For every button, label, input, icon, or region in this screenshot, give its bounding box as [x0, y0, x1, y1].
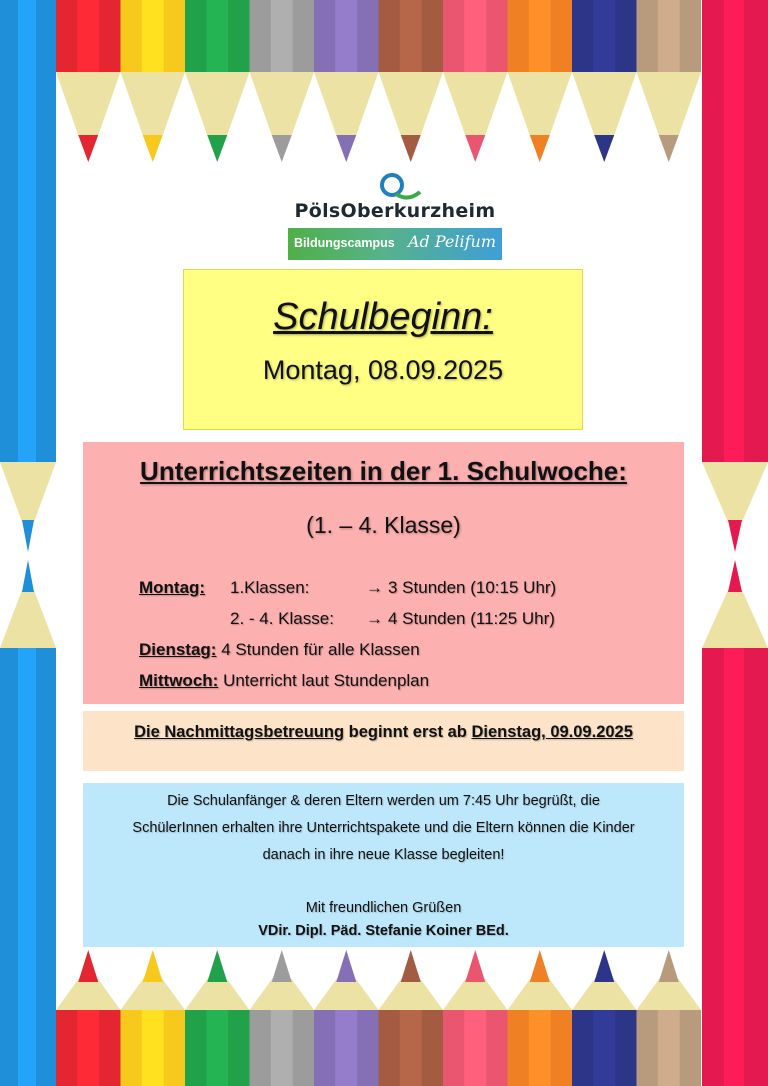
arrow-icon: →: [366, 578, 383, 597]
notice-part-1: Die Nachmittagsbetreuung: [134, 723, 345, 741]
welcome-box: [83, 783, 684, 947]
pencil-body-highlight: [77, 1010, 99, 1086]
notice-part-2: beginnt erst ab: [344, 723, 472, 741]
pencil-wood: [572, 72, 637, 138]
pencil-body: [572, 1010, 637, 1086]
pencil-body-highlight: [271, 1010, 293, 1086]
right-pencil-lower: [702, 648, 768, 1086]
pencil-body-highlight: [271, 0, 293, 72]
monday-row-2-group: 2. - 4. Klasse:: [230, 609, 334, 628]
right-pencil-wood: [702, 462, 768, 522]
pencil-body: [185, 1010, 250, 1086]
pencil-wood: [637, 72, 702, 138]
afternoon-care-notice: [83, 711, 684, 771]
pencil-tip: [207, 950, 227, 982]
pencil-wood: [314, 72, 379, 138]
pencil-body-highlight: [529, 1010, 551, 1086]
pencil-wood: [508, 978, 573, 1010]
pencil-tip: [659, 135, 679, 162]
signature: VDir. Dipl. Päd. Stefanie Koiner BEd.: [258, 923, 509, 939]
schedule-subheading: (1. – 4. Klasse): [306, 512, 461, 538]
right-pencil-lower-highlight: [724, 648, 744, 1086]
monday-row-2-time: 4 Stunden (11:25 Uhr): [388, 609, 555, 628]
page-title: Schulbeginn:: [273, 296, 493, 338]
pencil-tip: [401, 950, 421, 982]
wednesday-label: Mittwoch:: [139, 671, 219, 690]
pencil-tip: [272, 135, 292, 162]
pencil-wood: [314, 978, 379, 1010]
pencil-body-highlight: [206, 1010, 228, 1086]
start-date: Montag, 08.09.2025: [262, 355, 504, 385]
pencil-body: [637, 1010, 702, 1086]
pencil-body: [121, 1010, 186, 1086]
pencil-tip: [207, 135, 227, 162]
logo-script-text: Ad Pelifum: [408, 232, 497, 251]
pencil-wood: [572, 978, 637, 1010]
tuesday-label: Dienstag:: [139, 640, 217, 659]
closing-text: Mit freundlichen Grüßen: [305, 900, 462, 916]
pencil-body-highlight: [464, 1010, 486, 1086]
pencil-body: [443, 1010, 508, 1086]
pencil-body-highlight: [400, 0, 422, 72]
pencil-wood: [56, 72, 121, 138]
left-pencil-lower-highlight: [18, 648, 36, 1086]
right-pencil-wood: [702, 590, 768, 648]
left-pencil-tip: [22, 560, 34, 592]
pencil-wood: [121, 978, 186, 1010]
logo-band: [288, 228, 502, 260]
welcome-line-3: danach in ihre neue Klasse begleiten!: [262, 847, 505, 863]
school-start-box: [183, 269, 583, 430]
pencil-tip: [78, 135, 98, 162]
pencil-tip: [465, 135, 485, 162]
pencil-tip: [465, 950, 485, 982]
monday-row-1-group: 1.Klassen:: [230, 578, 310, 597]
pencil-body-highlight: [142, 1010, 164, 1086]
schedule-heading: Unterrichtszeiten in der 1. Schulwoche:: [140, 456, 627, 486]
pencil-body-highlight: [142, 0, 164, 72]
pencil-wood: [56, 978, 121, 1010]
arrow-icon: →: [366, 609, 383, 628]
pencil-wood: [250, 978, 315, 1010]
pencil-body: [56, 1010, 121, 1086]
pencil-body-highlight: [335, 1010, 357, 1086]
tuesday-text: 4 Stunden für alle Klassen: [221, 640, 420, 659]
pencil-tip: [143, 950, 163, 982]
pencil-body: [314, 1010, 379, 1086]
left-pencil-wood: [0, 462, 56, 522]
monday-row-1-time: 3 Stunden (10:15 Uhr): [388, 578, 557, 597]
pencil-wood: [443, 72, 508, 138]
right-pencil-tip: [728, 520, 742, 552]
pencil-tip: [336, 135, 356, 162]
pencil-tip: [594, 950, 614, 982]
pencil-body-highlight: [658, 0, 680, 72]
pencil-wood: [185, 978, 250, 1010]
schedule-box: [83, 442, 684, 704]
pencil-body: [508, 1010, 573, 1086]
pencil-body-highlight: [593, 0, 615, 72]
pencil-tip: [530, 950, 550, 982]
pencil-tip: [78, 950, 98, 982]
pencil-wood: [121, 72, 186, 138]
pencil-body-highlight: [593, 1010, 615, 1086]
left-pencil-lower: [0, 648, 56, 1086]
pencil-tip: [594, 135, 614, 162]
school-logo: [288, 172, 502, 262]
pencil-wood: [185, 72, 250, 138]
pencil-body-highlight: [464, 0, 486, 72]
welcome-line-2: SchülerInnen erhalten ihre Unterrichtspakete und die Eltern können die Kinder: [132, 820, 635, 836]
pencil-body: [379, 1010, 444, 1086]
pencil-border-top: [0, 0, 768, 170]
welcome-line-1: Die Schulanfänger & deren Eltern werden um 7:45 Uhr begrüßt, die: [167, 793, 600, 809]
pencil-tip: [143, 135, 163, 162]
notice-part-3: Dienstag, 09.09.2025: [471, 723, 633, 741]
pencil-body-highlight: [400, 1010, 422, 1086]
left-pencil-tip: [22, 520, 34, 552]
pencil-wood: [637, 978, 702, 1010]
pencil-wood: [379, 72, 444, 138]
pencil-tip: [336, 950, 356, 982]
logo-band-text: Bildungscampus: [294, 236, 395, 250]
logo-swirl-icon: [288, 172, 502, 202]
pencil-tip: [272, 950, 292, 982]
pencil-wood: [379, 978, 444, 1010]
pencil-tip: [530, 135, 550, 162]
pencil-body-highlight: [335, 0, 357, 72]
monday-label: Montag:: [139, 578, 206, 597]
pencil-body-highlight: [529, 0, 551, 72]
pencil-wood: [508, 72, 573, 138]
wednesday-text: Unterricht laut Stundenplan: [223, 671, 430, 690]
pencil-wood: [250, 72, 315, 138]
pencil-wood: [443, 978, 508, 1010]
pencil-body: [250, 1010, 315, 1086]
pencil-body-highlight: [658, 1010, 680, 1086]
pencil-body-highlight: [206, 0, 228, 72]
pencil-tip: [401, 135, 421, 162]
logo-wordmark: PölsOberkurzheim: [294, 200, 496, 222]
right-pencil-tip: [728, 560, 742, 592]
pencil-body-highlight: [77, 0, 99, 72]
left-pencil-wood: [0, 590, 56, 648]
pencil-tip: [659, 950, 679, 982]
